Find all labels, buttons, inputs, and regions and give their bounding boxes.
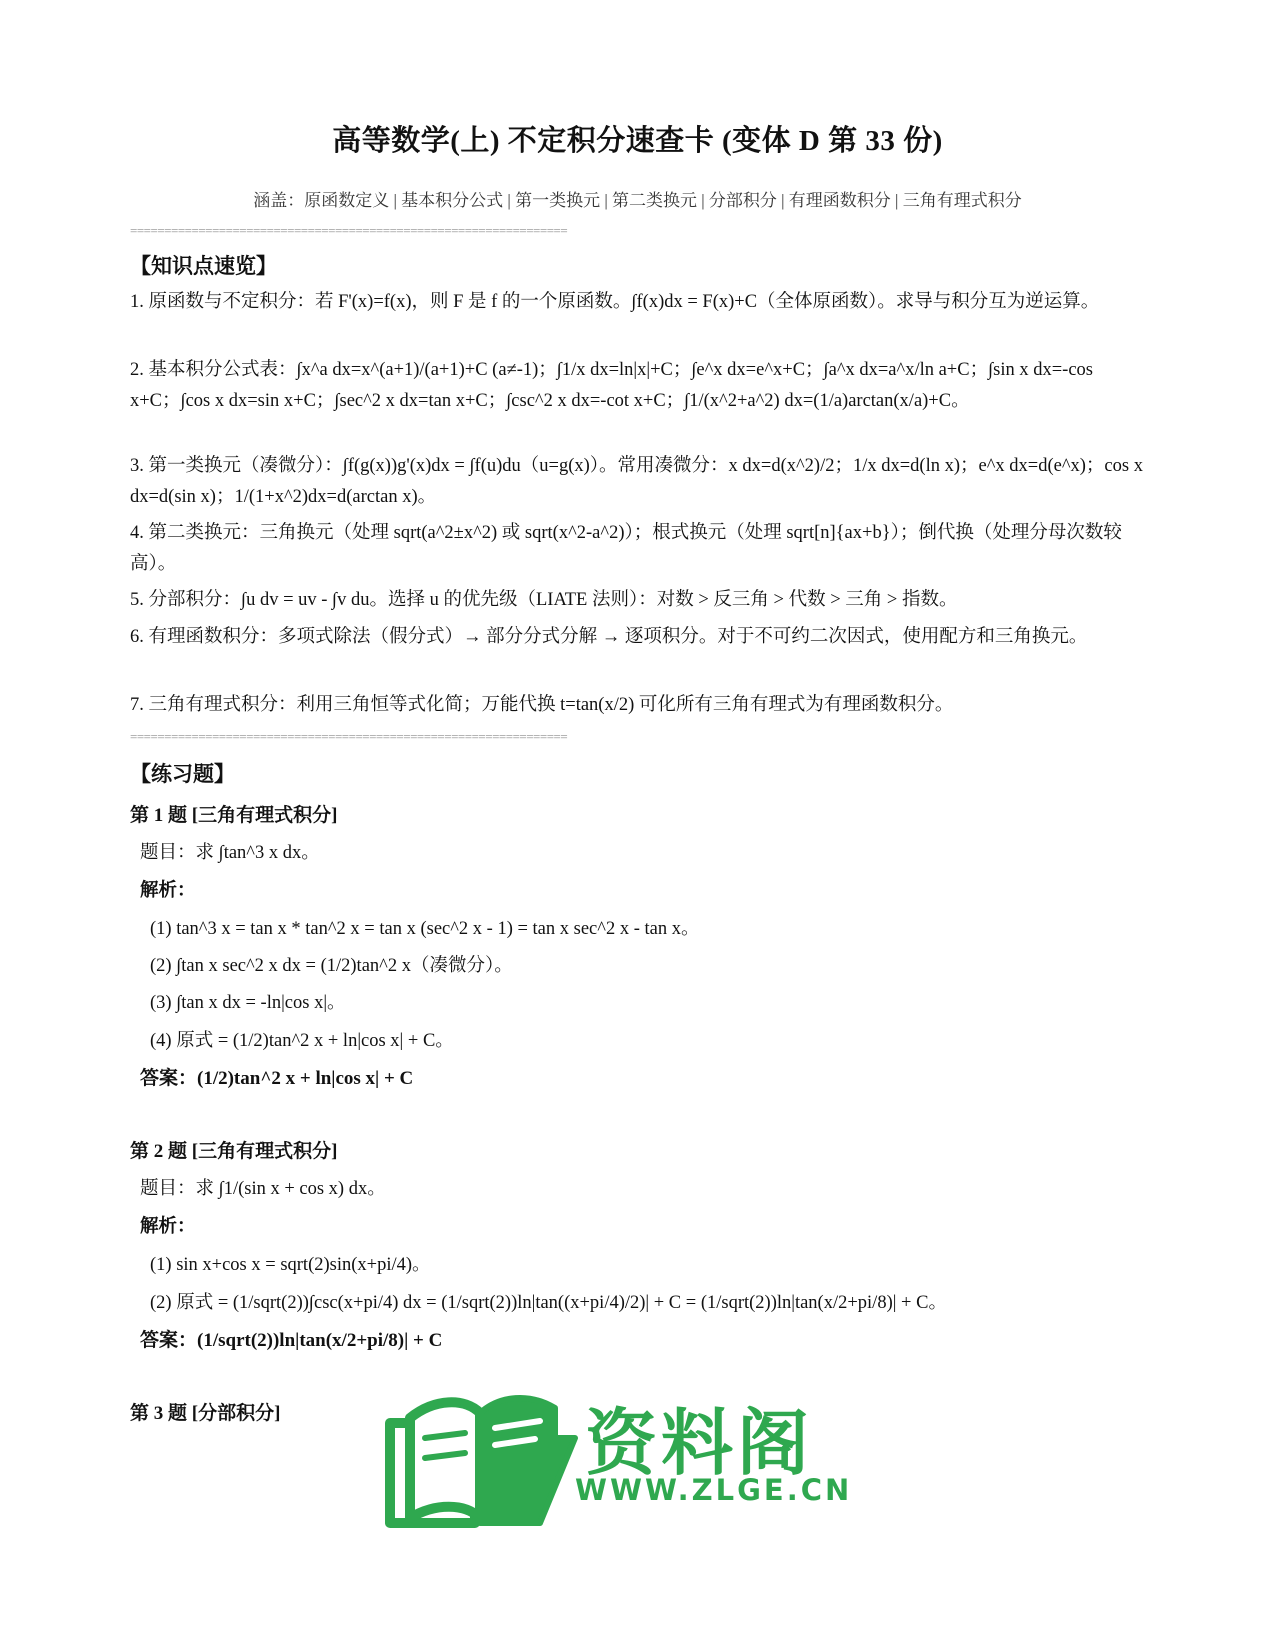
- knowledge-item-4: 4. 第二类换元：三角换元（处理 sqrt(a^2±x^2) 或 sqrt(x^2-a^2)）；根式换元（处理 sqrt[n]{ax+b}）；倒代换（处理分母次数较高）。: [130, 523, 1122, 574]
- q2-step-2: (2) 原式 = (1/sqrt(2))∫csc(x+pi/4) dx = (1/sqrt(2))ln|tan((x+pi/4)/2)| + C = (1/sqrt(2))ln|tan(x/2+pi/8)| + C。: [150, 1293, 947, 1313]
- q1-analysis-label: 解析：: [140, 881, 196, 901]
- watermark-en: WWW.ZLGE.CN: [575, 1473, 853, 1507]
- q1-step-3: (3) ∫tan x dx = -ln|cos x|。: [150, 993, 346, 1013]
- q1-answer: 答案：(1/2)tan^2 x + ln|cos x| + C: [140, 1068, 414, 1089]
- q2-step-1: (1) sin x+cos x = sqrt(2)sin(x+pi/4)。: [150, 1255, 431, 1275]
- practice-heading: 【练习题】: [130, 762, 235, 786]
- divider-middle: ================================================================: [130, 730, 568, 744]
- knowledge-item-1: 1. 原函数与不定积分：若 F'(x)=f(x)，则 F 是 f 的一个原函数。∫f(x)dx = F(x)+C（全体原函数）。求导与积分互为逆运算。: [130, 292, 1100, 312]
- knowledge-item-2: 2. 基本积分公式表：∫x^a dx=x^(a+1)/(a+1)+C (a≠-1)；∫1/x dx=ln|x|+C；∫e^x dx=e^x+C；∫a^x dx=a^x/ln a+C；∫sin x dx=-cos x+C；∫cos x dx=sin x+C；∫sec^2 x dx=tan x+C；∫csc^2 x dx=-cot x+C；∫1/(x^2+a^2) dx=(1/a)arctan(x/a)+C。: [130, 360, 1093, 411]
- watermark: [400, 1401, 870, 1585]
- divider-top: ================================================================: [130, 224, 568, 238]
- q1-step-2: (2) ∫tan x sec^2 x dx = (1/2)tan^2 x（凑微分）。: [150, 956, 513, 976]
- knowledge-heading: 【知识点速览】: [130, 254, 277, 278]
- page-title: 高等数学(上) 不定积分速查卡 (变体 D 第 33 份): [332, 125, 943, 157]
- q2-question: 题目：求 ∫1/(sin x + cos x) dx。: [140, 1179, 386, 1199]
- knowledge-item-3: 3. 第一类换元（凑微分）：∫f(g(x))g'(x)dx = ∫f(u)du（u=g(x)）。常用凑微分：x dx=d(x^2)/2；1/x dx=d(ln x)；e^x dx=d(e^x)；cos x dx=d(sin x)；1/(1+x^2)dx=d(arctan x)。: [130, 456, 1143, 507]
- knowledge-item-7: 7. 三角有理式积分：利用三角恒等式化简；万能代换 t=tan(x/2) 可化所有三角有理式为有理函数积分。: [130, 695, 954, 715]
- watermark-cn: 资料阁: [585, 1401, 814, 1485]
- q1-step-1: (1) tan^3 x = tan x * tan^2 x = tan x (sec^2 x - 1) = tan x sec^2 x - tan x。: [150, 919, 700, 939]
- q2-title: 第 2 题 [三角有理式积分]: [130, 1141, 338, 1162]
- q3-title: 第 3 题 [分部积分]: [130, 1403, 281, 1424]
- q2-answer: 答案：(1/sqrt(2))ln|tan(x/2+pi/8)| + C: [140, 1330, 443, 1351]
- open-book-folder-icon: [380, 1383, 580, 1533]
- q2-analysis-label: 解析：: [140, 1217, 196, 1237]
- q1-question: 题目：求 ∫tan^3 x dx。: [140, 843, 320, 863]
- q1-title: 第 1 题 [三角有理式积分]: [130, 805, 338, 826]
- knowledge-item-5: 5. 分部积分：∫u dv = uv - ∫v du。选择 u 的优先级（LIATE 法则）：对数 > 反三角 > 代数 > 三角 > 指数。: [130, 590, 958, 610]
- knowledge-item-6: 6. 有理函数积分：多项式除法（假分式）→ 部分分式分解 → 逐项积分。对于不可约二次因式，使用配方和三角换元。: [130, 627, 1088, 647]
- page-subtitle: 涵盖：原函数定义 | 基本积分公式 | 第一类换元 | 第二类换元 | 分部积分 | 有理函数积分 | 三角有理式积分: [253, 191, 1022, 210]
- q1-step-4: (4) 原式 = (1/2)tan^2 x + ln|cos x| + C。: [150, 1031, 454, 1051]
